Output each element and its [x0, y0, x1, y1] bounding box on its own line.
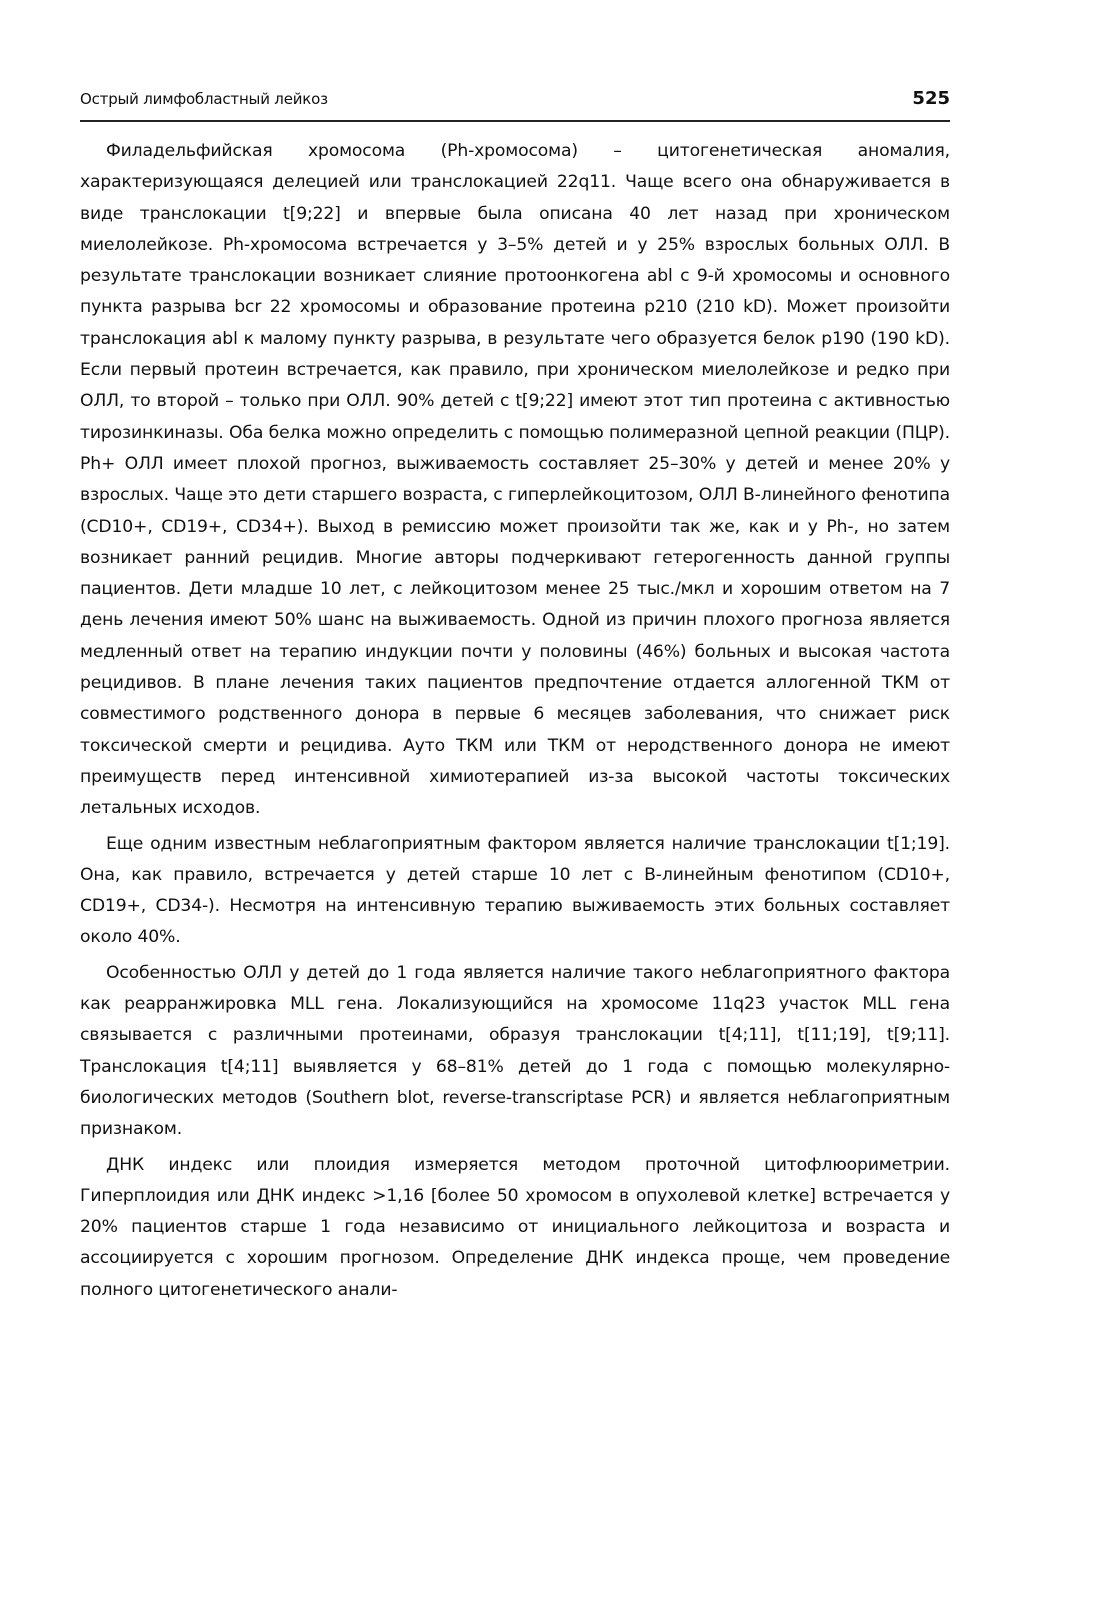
- paragraph-mll-rearrangement: Особенностью ОЛЛ у детей до 1 года является наличие такого неблагоприятного фактора как реарранжировка MLL гена. Локализующийся на хромосоме 11q23 участок MLL гена связывается с различными протеинами, образуя транслокации t[4;11], t[11;19], t[9;11]. Транслокация t[4;11] выявляется у 68–81% детей до 1 года с помощью молекулярно-биологических методов (Southern blot, reverse-transcriptase PCR) и является неблагоприятным признаком.: [80, 962, 950, 1140]
- paragraph-philadelphia-chromosome: Филадельфийская хромосома (Ph-хромосома) – цитогенетическая аномалия, характеризующаяся делецией или транслокацией 22q11. Чаще всего она обнаруживается в виде транслокации t[9;22] и впервые была описана 40 лет назад при хроническом миелолейкозе. Ph-хромосома встречается у 3–5% детей и у 25% взрослых больных ОЛЛ. В результате транслокации возникает слияние протоонкогена abl с 9-й хромосомы и основного пункта разрыва bcr 22 хромосомы и образование протеина р210 (210 kD). Может произойти транслокация abl к малому пункту разрыва, в результате чего образуется белок р190 (190 kD). Если первый протеин встречается, как правило, при хроническом миелолейкозе и редко при ОЛЛ, то второй – только при ОЛЛ. 90% детей с t[9;22] имеют этот тип протеина с активностью тирозинкиназы. Оба белка можно определить с помощью полимеразной цепной реакции (ПЦР). Ph+ ОЛЛ имеет плохой прогноз, выживаемость составляет 25–30% у детей и менее 20% у взрослых. Чаще это дети старшего возраста, с гиперлейкоцитозом, ОЛЛ В-линейного фенотипа (CD10+, CD19+, CD34+). Выход в ремиссию может произойти так же, как и у Ph-, но затем возникает ранний рецидив. Многие авторы подчеркивают гетерогенность данной группы пациентов. Дети младше 10 лет, с лейкоцитозом менее 25 тыс./мкл и хорошим ответом на 7 день лечения имеют 50% шанс на выживаемость. Одной из причин плохого прогноза является медленный ответ на терапию индукции почти у половины (46%) больных и высокая частота рецидивов. В плане лечения таких пациентов предпочтение отдается аллогенной ТКМ от совместимого родственного донора в первые 6 месяцев заболевания, что снижает риск токсической смерти и рецидива. Ауто ТКМ или ТКМ от неродственного донора не имеют преимуществ перед интенсивной химиотерапией из-за высокой частоты токсических летальных исходов.: [80, 141, 950, 819]
- body-text: [80, 136, 950, 1306]
- page-number: 525: [912, 88, 950, 109]
- running-title: Острый лимфобластный лейкоз: [80, 90, 328, 108]
- header-rule: [80, 120, 950, 122]
- running-head: [80, 88, 950, 116]
- paragraph-translocation-1-19: Еще одним известным неблагоприятным фактором является наличие транслокации t[1;19]. Она, как правило, встречается у детей старше 10 лет с В-линейным фенотипом (CD10+, CD19+, CD34-). Несмотря на интенсивную терапию выживаемость этих больных составляет около 40%.: [80, 833, 950, 948]
- paragraph-dna-index: ДНК индекс или плоидия измеряется методом проточной цитофлюориметрии. Гиперплоидия или ДНК индекс >1,16 [более 50 хромосом в опухолевой клетке] встречается у 20% пациентов старше 1 года независимо от инициального лейкоцитоза и возраста и ассоциируется с хорошим прогнозом. Определение ДНК индекса проще, чем проведение полного цитогенетического анали-: [80, 1154, 950, 1300]
